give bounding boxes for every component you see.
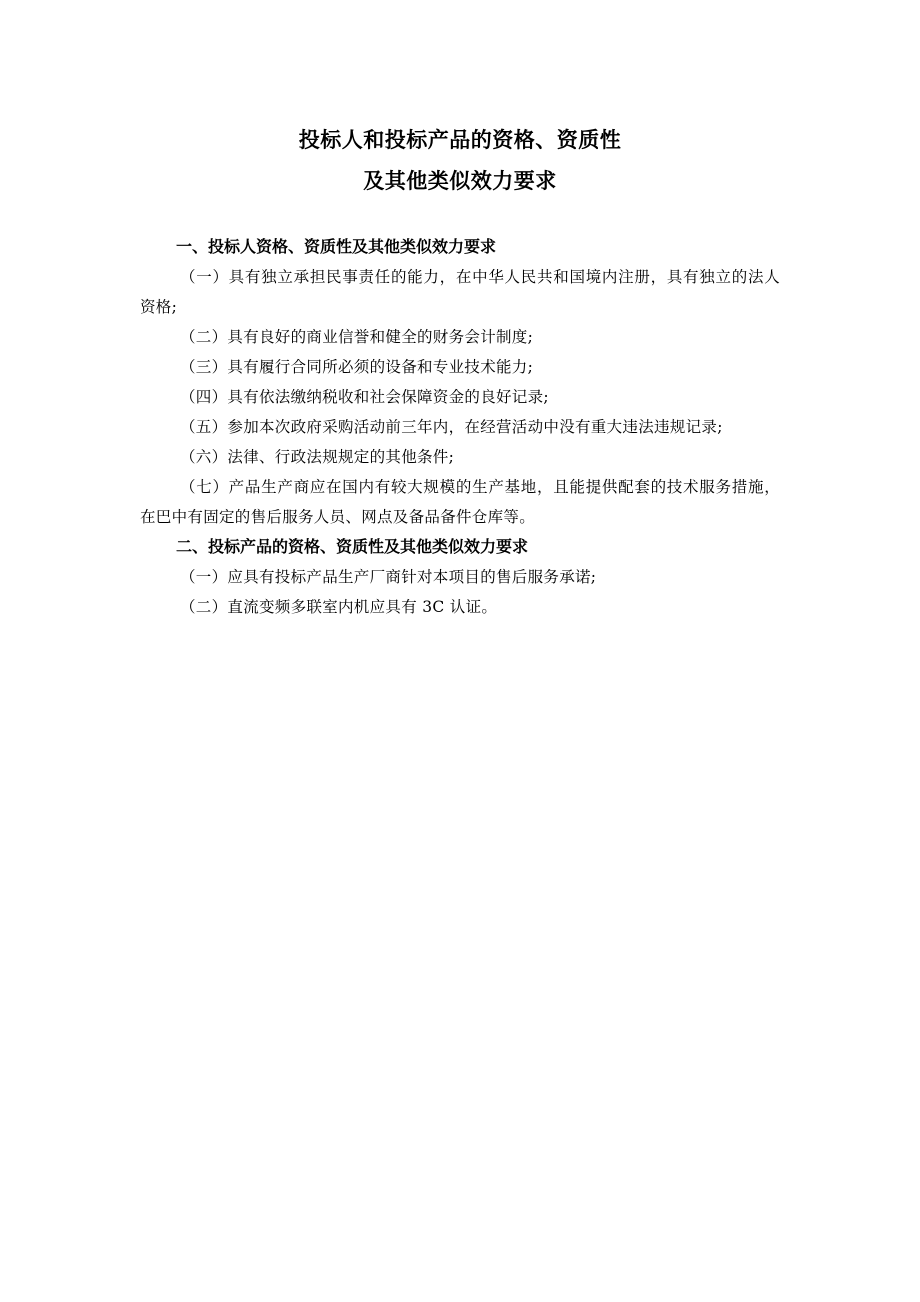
requirement-item: （五）参加本次政府采购活动前三年内，在经营活动中没有重大违法违规记录;	[180, 418, 723, 436]
document-title-line-2: 及其他类似效力要求	[363, 169, 557, 193]
requirement-item: （七）产品生产商应在国内有较大规模的生产基地，且能提供配套的技术服务措施，在巴中有固定的售后服务人员、网点及备品备件仓库等。	[140, 478, 780, 526]
requirement-item: （六）法律、行政法规规定的其他条件;	[180, 448, 455, 466]
requirement-item: （三）具有履行合同所必须的设备和专业技术能力;	[180, 358, 534, 376]
requirement-item: （一）具有独立承担民事责任的能力，在中华人民共和国境内注册，具有独立的法人资格;	[140, 268, 780, 316]
section-heading: 一、投标人资格、资质性及其他类似效力要求	[176, 237, 497, 256]
section-bidder-qualifications	[140, 232, 780, 532]
document-title-line-1: 投标人和投标产品的资格、资质性	[298, 128, 622, 152]
requirement-item: （四）具有依法缴纳税收和社会保障资金的良好记录;	[180, 388, 549, 406]
section-product-qualifications	[140, 532, 780, 622]
requirement-item: （一）应具有投标产品生产厂商针对本项目的售后服务承诺;	[180, 568, 597, 586]
section-heading: 二、投标产品的资格、资质性及其他类似效力要求	[176, 537, 529, 556]
document-body	[140, 232, 780, 622]
requirement-item: （二）直流变频多联室内机应具有 3C 认证。	[180, 598, 498, 616]
requirement-item: （二）具有良好的商业信誉和健全的财务会计制度;	[180, 328, 534, 346]
